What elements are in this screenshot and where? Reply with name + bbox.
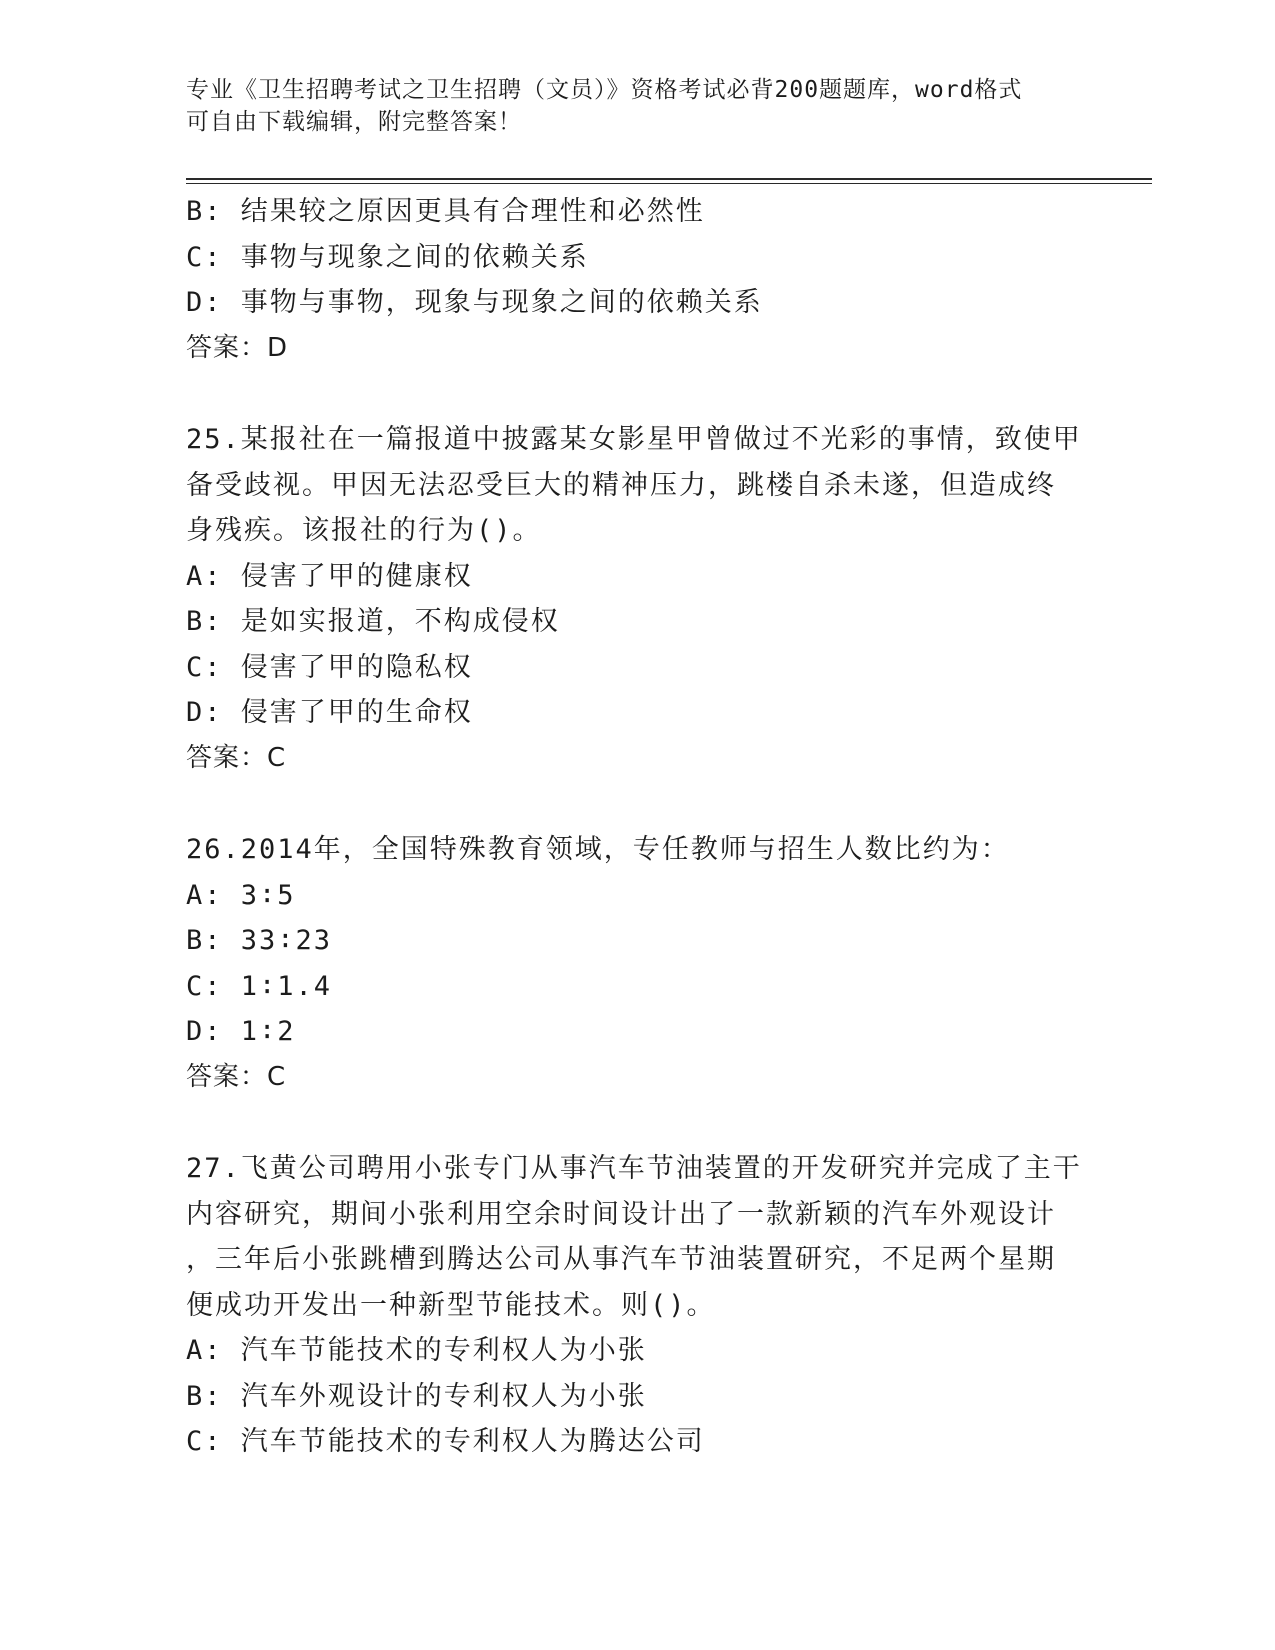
q25-stem-line-2: 备受歧视。甲因无法忍受巨大的精神压力，跳楼自杀未遂，但造成终 xyxy=(186,469,1056,501)
q27-option-a: A: 汽车节能技术的专利权人为小张 xyxy=(186,1335,647,1366)
q27-option-c: C: 汽车节能技术的专利权人为腾达公司 xyxy=(186,1426,705,1457)
spacer xyxy=(186,1100,1086,1146)
q27-option-b: B: 汽车外观设计的专利权人为小张 xyxy=(186,1380,647,1412)
question-content xyxy=(186,189,1086,1465)
q26-stem-line-1: 26.2014年，全国特殊教育领域，专任教师与招生人数比约为： xyxy=(186,834,1010,865)
q27-stem-line-1: 27.飞黄公司聘用小张专门从事汽车节油装置的开发研究并完成了主干 xyxy=(186,1153,1082,1184)
spacer xyxy=(186,371,1086,417)
q25-answer: 答案：C xyxy=(186,742,287,773)
q24-option-b: B: 结果较之原因更具有合理性和必然性 xyxy=(186,196,705,227)
q27-stem-line-4: 便成功开发出一种新型节能技术。则()。 xyxy=(186,1289,716,1321)
q25-option-b: B: 是如实报道，不构成侵权 xyxy=(186,606,560,637)
q26-answer: 答案：C xyxy=(186,1061,287,1092)
q26-option-b: B: 33∶23 xyxy=(186,925,333,956)
q25-option-d: D: 侵害了甲的生命权 xyxy=(186,697,473,728)
q26-option-a: A: 3∶5 xyxy=(186,879,296,911)
q24-option-c: C: 事物与现象之间的依赖关系 xyxy=(186,241,589,273)
header-line-2: 可自由下载编辑，附完整答案！ xyxy=(186,109,522,135)
q25-stem-line-3: 身残疾。该报社的行为()。 xyxy=(186,515,542,546)
q26-option-d: D: 1∶2 xyxy=(186,1016,296,1047)
header-rule-thin xyxy=(186,183,1152,184)
header-line-1: 专业《卫生招聘考试之卫生招聘（文员）》资格考试必背200题题库，word格式 xyxy=(186,77,1023,103)
q24-option-d: D: 事物与事物，现象与现象之间的依赖关系 xyxy=(186,287,763,318)
q27-stem-line-3: ，三年后小张跳槽到腾达公司从事汽车节油装置研究，不足两个星期 xyxy=(186,1244,1056,1275)
spacer xyxy=(186,781,1086,827)
header-rule-thick xyxy=(186,178,1152,180)
q25-stem-line-1: 25.某报社在一篇报道中披露某女影星甲曾做过不光彩的事情，致使甲 xyxy=(186,424,1082,455)
q25-option-a: A: 侵害了甲的健康权 xyxy=(186,560,473,592)
q26-option-c: C: 1∶1.4 xyxy=(186,970,333,1002)
document-header xyxy=(186,74,1066,138)
q27-stem-line-2: 内容研究，期间小张利用空余时间设计出了一款新颖的汽车外观设计 xyxy=(186,1198,1056,1230)
q24-answer: 答案：D xyxy=(186,332,289,363)
q25-option-c: C: 侵害了甲的隐私权 xyxy=(186,651,473,683)
